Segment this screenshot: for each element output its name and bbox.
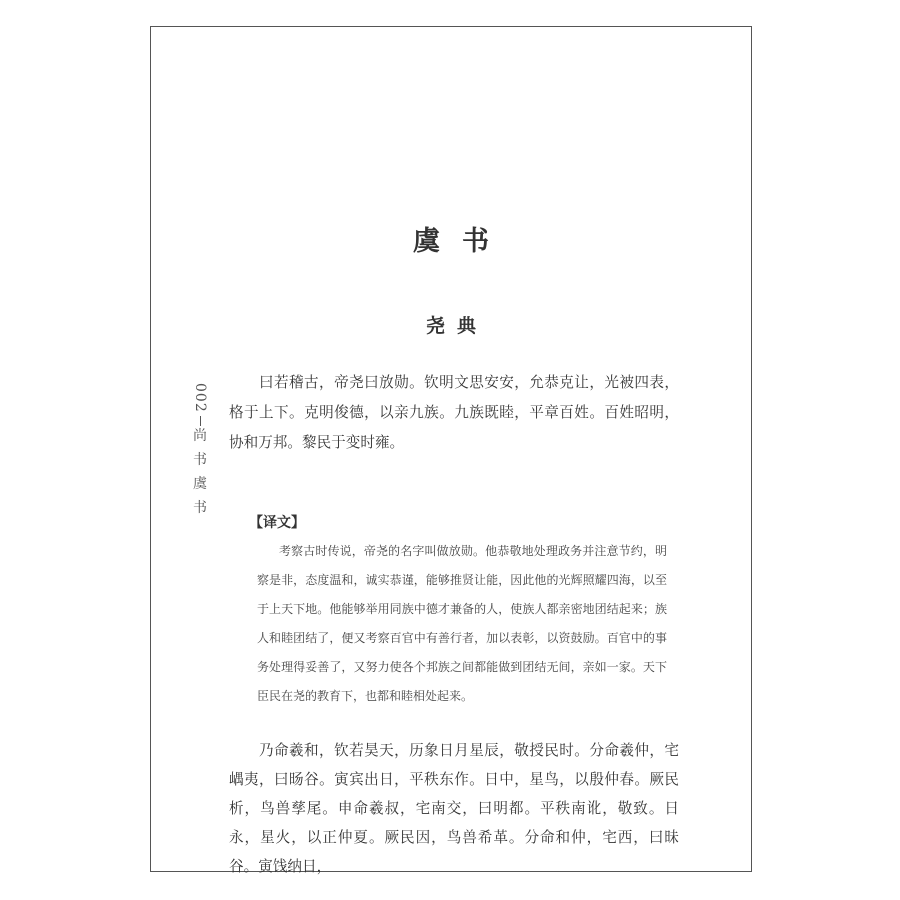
book-page <box>150 26 752 875</box>
translation-label: 【译文】 <box>249 515 305 531</box>
running-header-char: 书 <box>193 499 207 516</box>
translation-body: 考察古时传说，帝尧的名字叫做放勋。他恭敬地处理政务并注意节约，明察是非，态度温和，诚实恭谨，能够推贤让能，因此他的光辉照耀四海，以至于上天下地。他能够举用同族中德才兼备的人，使族人都亲密地团结起来；族人和睦团结了，便又考察百官中有善行者，加以表彰，以资鼓励。百官中的事务处理得妥善了，又努力使各个邦族之间都能做到团结无间，亲如一家。天下臣民在尧的教育下，也都和睦相处起来。 <box>257 544 667 703</box>
running-header-char: 尚 <box>193 427 207 444</box>
original-text-paragraph-2: 乃命羲和，钦若昊天，历象日月星辰，敬授民时。分命羲仲，宅嵎夷，曰旸谷。寅宾出日，平秩东作。日中，星鸟，以殷仲春。厥民析，鸟兽孳尾。申命羲叔，宅南交，曰明都。平秩南讹，敬致。日永，星火，以正仲夏。厥民因，鸟兽希革。分命和仲，宅西，曰昧谷。寅饯纳日， <box>229 742 679 875</box>
book-title: 虞书 <box>413 226 511 257</box>
original-text-paragraph-1: 曰若稽古，帝尧曰放勋。钦明文思安安，允恭克让，光被四表，格于上下。克明俊德，以亲九族。九族既睦，平章百姓。百姓昭明，协和万邦。黎民于变时雍。 <box>229 374 679 451</box>
running-header-text <box>193 429 207 525</box>
running-header-char: 虞 <box>193 475 207 492</box>
chapter-title: 尧典 <box>425 315 488 337</box>
page-number: 002 <box>192 383 208 413</box>
running-header-char: 书 <box>193 451 207 468</box>
header-divider <box>200 416 201 426</box>
running-header <box>185 383 215 525</box>
